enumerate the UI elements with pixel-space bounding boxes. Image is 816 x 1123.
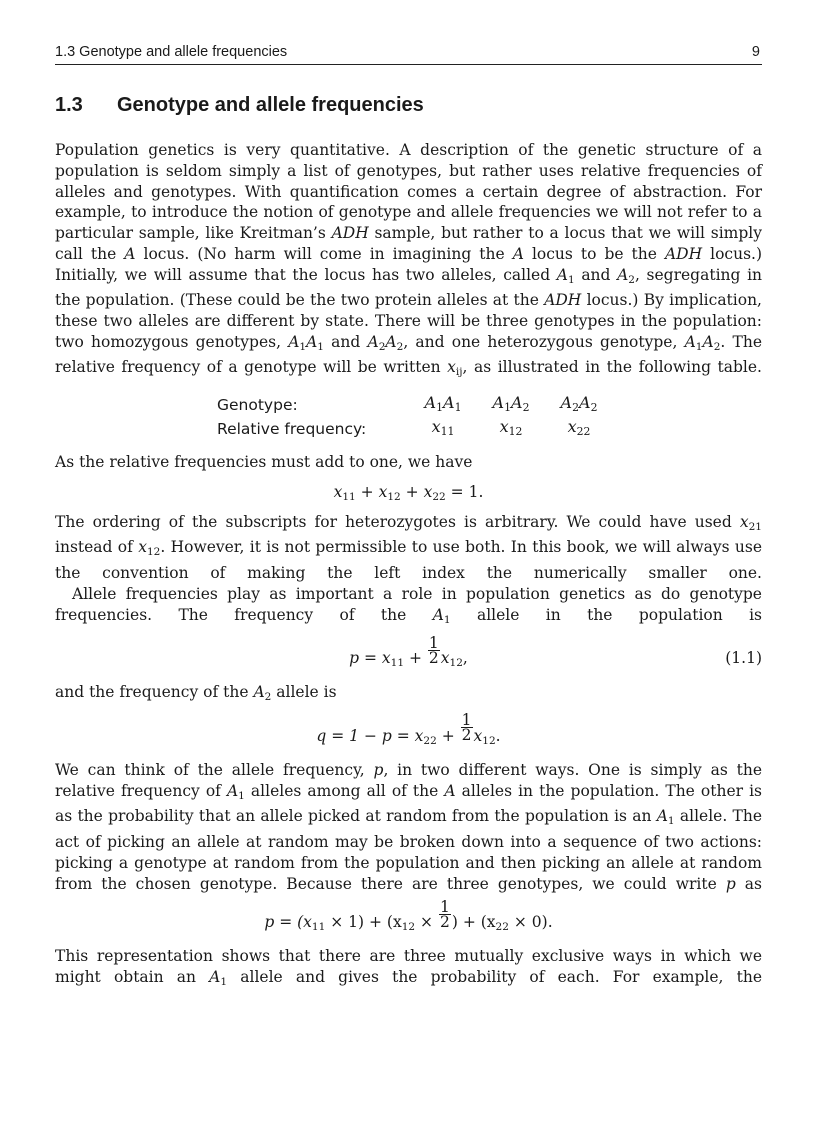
paragraph-2: As the relative frequencies must add to one, we have: [55, 453, 473, 472]
paragraph-4: Allele frequencies play as important a role in population genetics as do genotype frequencies. The frequency of the $A_1$ allele in the population is: [55, 584, 762, 626]
section-title: Genotype and allele frequencies: [117, 94, 424, 116]
page-number: 9: [751, 44, 760, 60]
table-row: [217, 417, 613, 441]
paragraph-7: This representation shows that there are three mutually exclusive ways in which we might obtain an $A_1$ allele and gives the probability of each. For example, the: [55, 947, 762, 988]
allele-a2: $A_2$: [617, 265, 635, 286]
paragraph-6: We can think of the allele frequency, p, in two different ways. One is simply as the relative frequency of $A_1$ alleles among all of the A alleles in the population. The other is as the probability that an allele picked at random from the population is an $A_1$ allele. The act of picking an allele at random may be broken down into a sequence of two actions: picking a genotype at random from the population and then picking an allele at random from the chosen genotype. Because there are three genotypes, we could write p as: [55, 760, 763, 893]
body-text: [55, 140, 762, 993]
paragraph-5: and the frequency of the $A_2$ allele is: [55, 683, 337, 704]
table-row: [217, 393, 613, 417]
genotype-a1a1: $A_1A_1$: [288, 332, 324, 353]
table-row-label: Genotype:: [217, 395, 298, 414]
table-cell: $x_{12}$: [499, 417, 523, 439]
table-row-label: Relative frequency:: [217, 419, 367, 438]
table-cell: $A_1A_2$: [492, 393, 530, 415]
table-cell: $A_2A_2$: [560, 393, 598, 415]
genotype-a2a2: $A_2A_2$: [367, 332, 404, 353]
running-header: [55, 44, 762, 65]
table-cell: $x_{11}$: [431, 417, 455, 439]
paragraph-1: Population genetics is very quantitative. A description of the genetic structure of a population is seldom simply a list of genotypes, but rather uses relative frequencies of alleles and genotypes. With quantification comes a certain degree of abstraction. For example, to introduce the notion of genotype and allele frequencies we will not refer to a particular sample, like Kreitman’s ADH sample, but rather to a locus that we will simply call the A locus. (No harm will come in imagining the A locus to be the ADH locus.) Initially, we will assume that the locus has two alleles, called $A_1$ and $A_2$, segregating in the population. (These could be the two protein alleles at the ADH locus.) By implication, these two alleles are different by state. There will be three genotypes in the population: two homozygous genotypes, $A_1A_1$ and $A_2A_2$, and one heterozygous genotype, $A_1A_2$. The relative frequency of a genotype will be written $x_{ij}$, as illustrated in the following table.: [55, 141, 763, 379]
fraction-half: $\frac{1}{2}$: [428, 633, 439, 667]
equation-p-probability: $p = (x_{11} \times 1) + (x_{12}$ × $\frac{1}{2}$ ) + $(x_{22} \times 0)$.: [264, 897, 553, 934]
equation-label: (1.1): [725, 649, 762, 668]
running-title: 1.3 Genotype and allele frequencies: [55, 44, 288, 60]
term-xij: $x_{ij}$: [447, 358, 463, 379]
table-cell: $x_{22}$: [567, 417, 591, 439]
equation-sum: $x_{11} + x_{12} + x_{22} = 1$.: [333, 482, 484, 503]
genotype-table-wrap: [55, 383, 762, 452]
paragraph-3: The ordering of the subscripts for heterozygotes is arbitrary. We could have used $x_{21}$ instead of $x_{12}$. However, it is not permissible to use both. In this book, we will always use the convention of making the left index the numerically smaller one.: [55, 512, 762, 582]
table-cell: $A_1A_1$: [424, 393, 462, 415]
allele-a1: $A_1$: [556, 265, 575, 286]
equation-1-1: $p = x_{11}$ + $\frac{1}{2}$ $x_{12}$, (1.1): [349, 633, 762, 670]
fraction-half: $\frac{1}{2}$: [461, 711, 472, 745]
genotype-a1a2: $A_1A_2$: [684, 332, 721, 353]
equation-q: $q = 1 - p = x_{22}$ + $\frac{1}{2}$ $x_{12}$.: [316, 711, 501, 747]
section-number: 1.3: [55, 94, 83, 116]
section-heading: [55, 94, 424, 117]
genotype-table: [217, 393, 613, 441]
fraction-half: $\frac{1}{2}$: [439, 897, 450, 931]
